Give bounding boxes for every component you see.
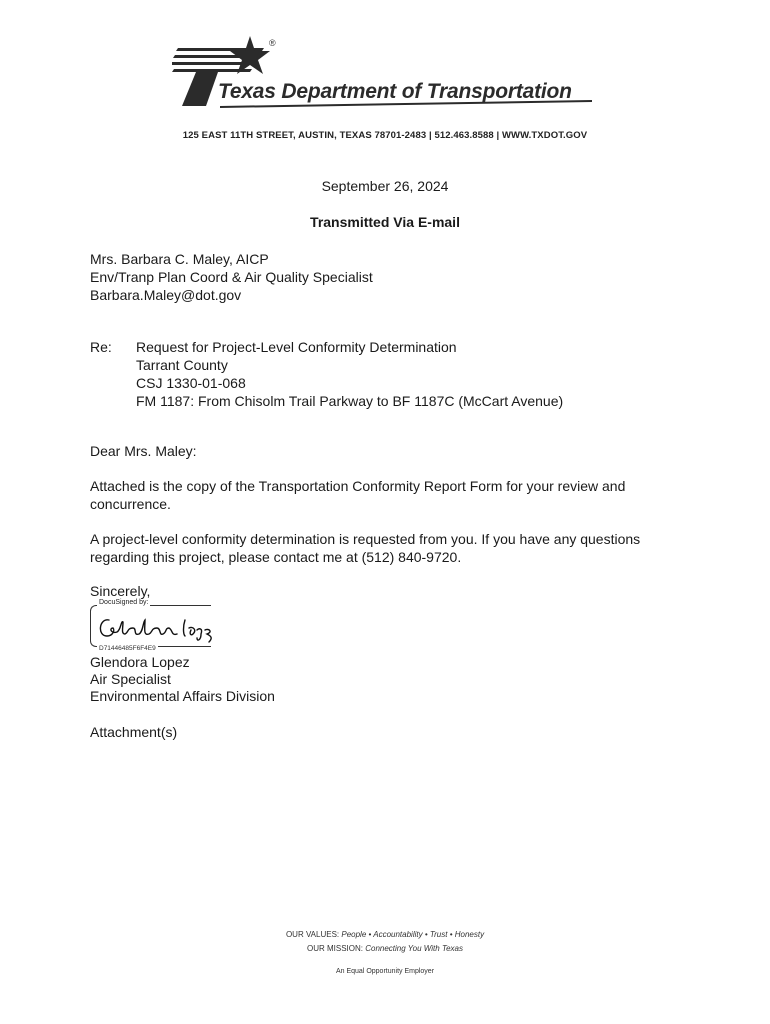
registered-mark: ® [269,38,276,48]
re-line: Tarrant County [136,357,228,373]
signer-title: Air Specialist [90,671,171,687]
mission-text: Connecting You With Texas [365,944,464,953]
docusign-signature [90,599,211,652]
attachments-note: Attachment(s) [90,724,178,740]
org-name: Texas Department of Transportation [218,80,572,103]
letterhead-address: 125 EAST 11TH STREET, AUSTIN, TEXAS 78701-2483 | 512.463.8588 | WWW.TXDOT.GOV [182,130,588,141]
letter-date: September 26, 2024 [321,178,449,194]
salutation: Dear Mrs. Maley: [90,443,197,459]
envelope-id: D71446485F6F4E9 [99,645,156,652]
values-label: OUR VALUES: [285,930,340,939]
re-subject [136,338,563,410]
values-text: People • Accountability • Trust • Honesty [341,930,485,939]
re-line: CSJ 1330-01-068 [136,375,246,391]
re-line: FM 1187: From Chisolm Trail Parkway to BF 1187C (McCart Avenue) [136,393,564,409]
recipient-name: Mrs. Barbara C. Maley, AICP [90,251,269,267]
docusigned-label: DocuSigned by: [99,599,149,606]
closing: Sincerely, [90,583,151,599]
footer-eoe: An Equal Opportunity Employer [335,968,435,975]
footer-mission [0,944,770,953]
mission-label: OUR MISSION: [306,944,363,953]
handwritten-signature [93,606,218,646]
txdot-logo [172,34,602,114]
re-line: Request for Project-Level Conformity Determination [136,339,457,355]
signer-division: Environmental Affairs Division [90,688,275,704]
recipient-email: Barbara.Maley@dot.gov [90,287,242,303]
recipient-title: Env/Tranp Plan Coord & Air Quality Specialist [90,269,373,285]
signer-name: Glendora Lopez [90,654,190,670]
body-paragraph-1: Attached is the copy of the Transportation Conformity Report Form for your review and concurrence. [90,478,626,512]
footer-values [0,930,770,939]
transmittal-line: Transmitted Via E-mail [310,214,460,230]
body-paragraph-2: A project-level conformity determination is requested from you. If you have any questions regarding this project, please contact me at (512) 840-9720. [90,531,641,565]
re-label: Re: [90,339,112,355]
